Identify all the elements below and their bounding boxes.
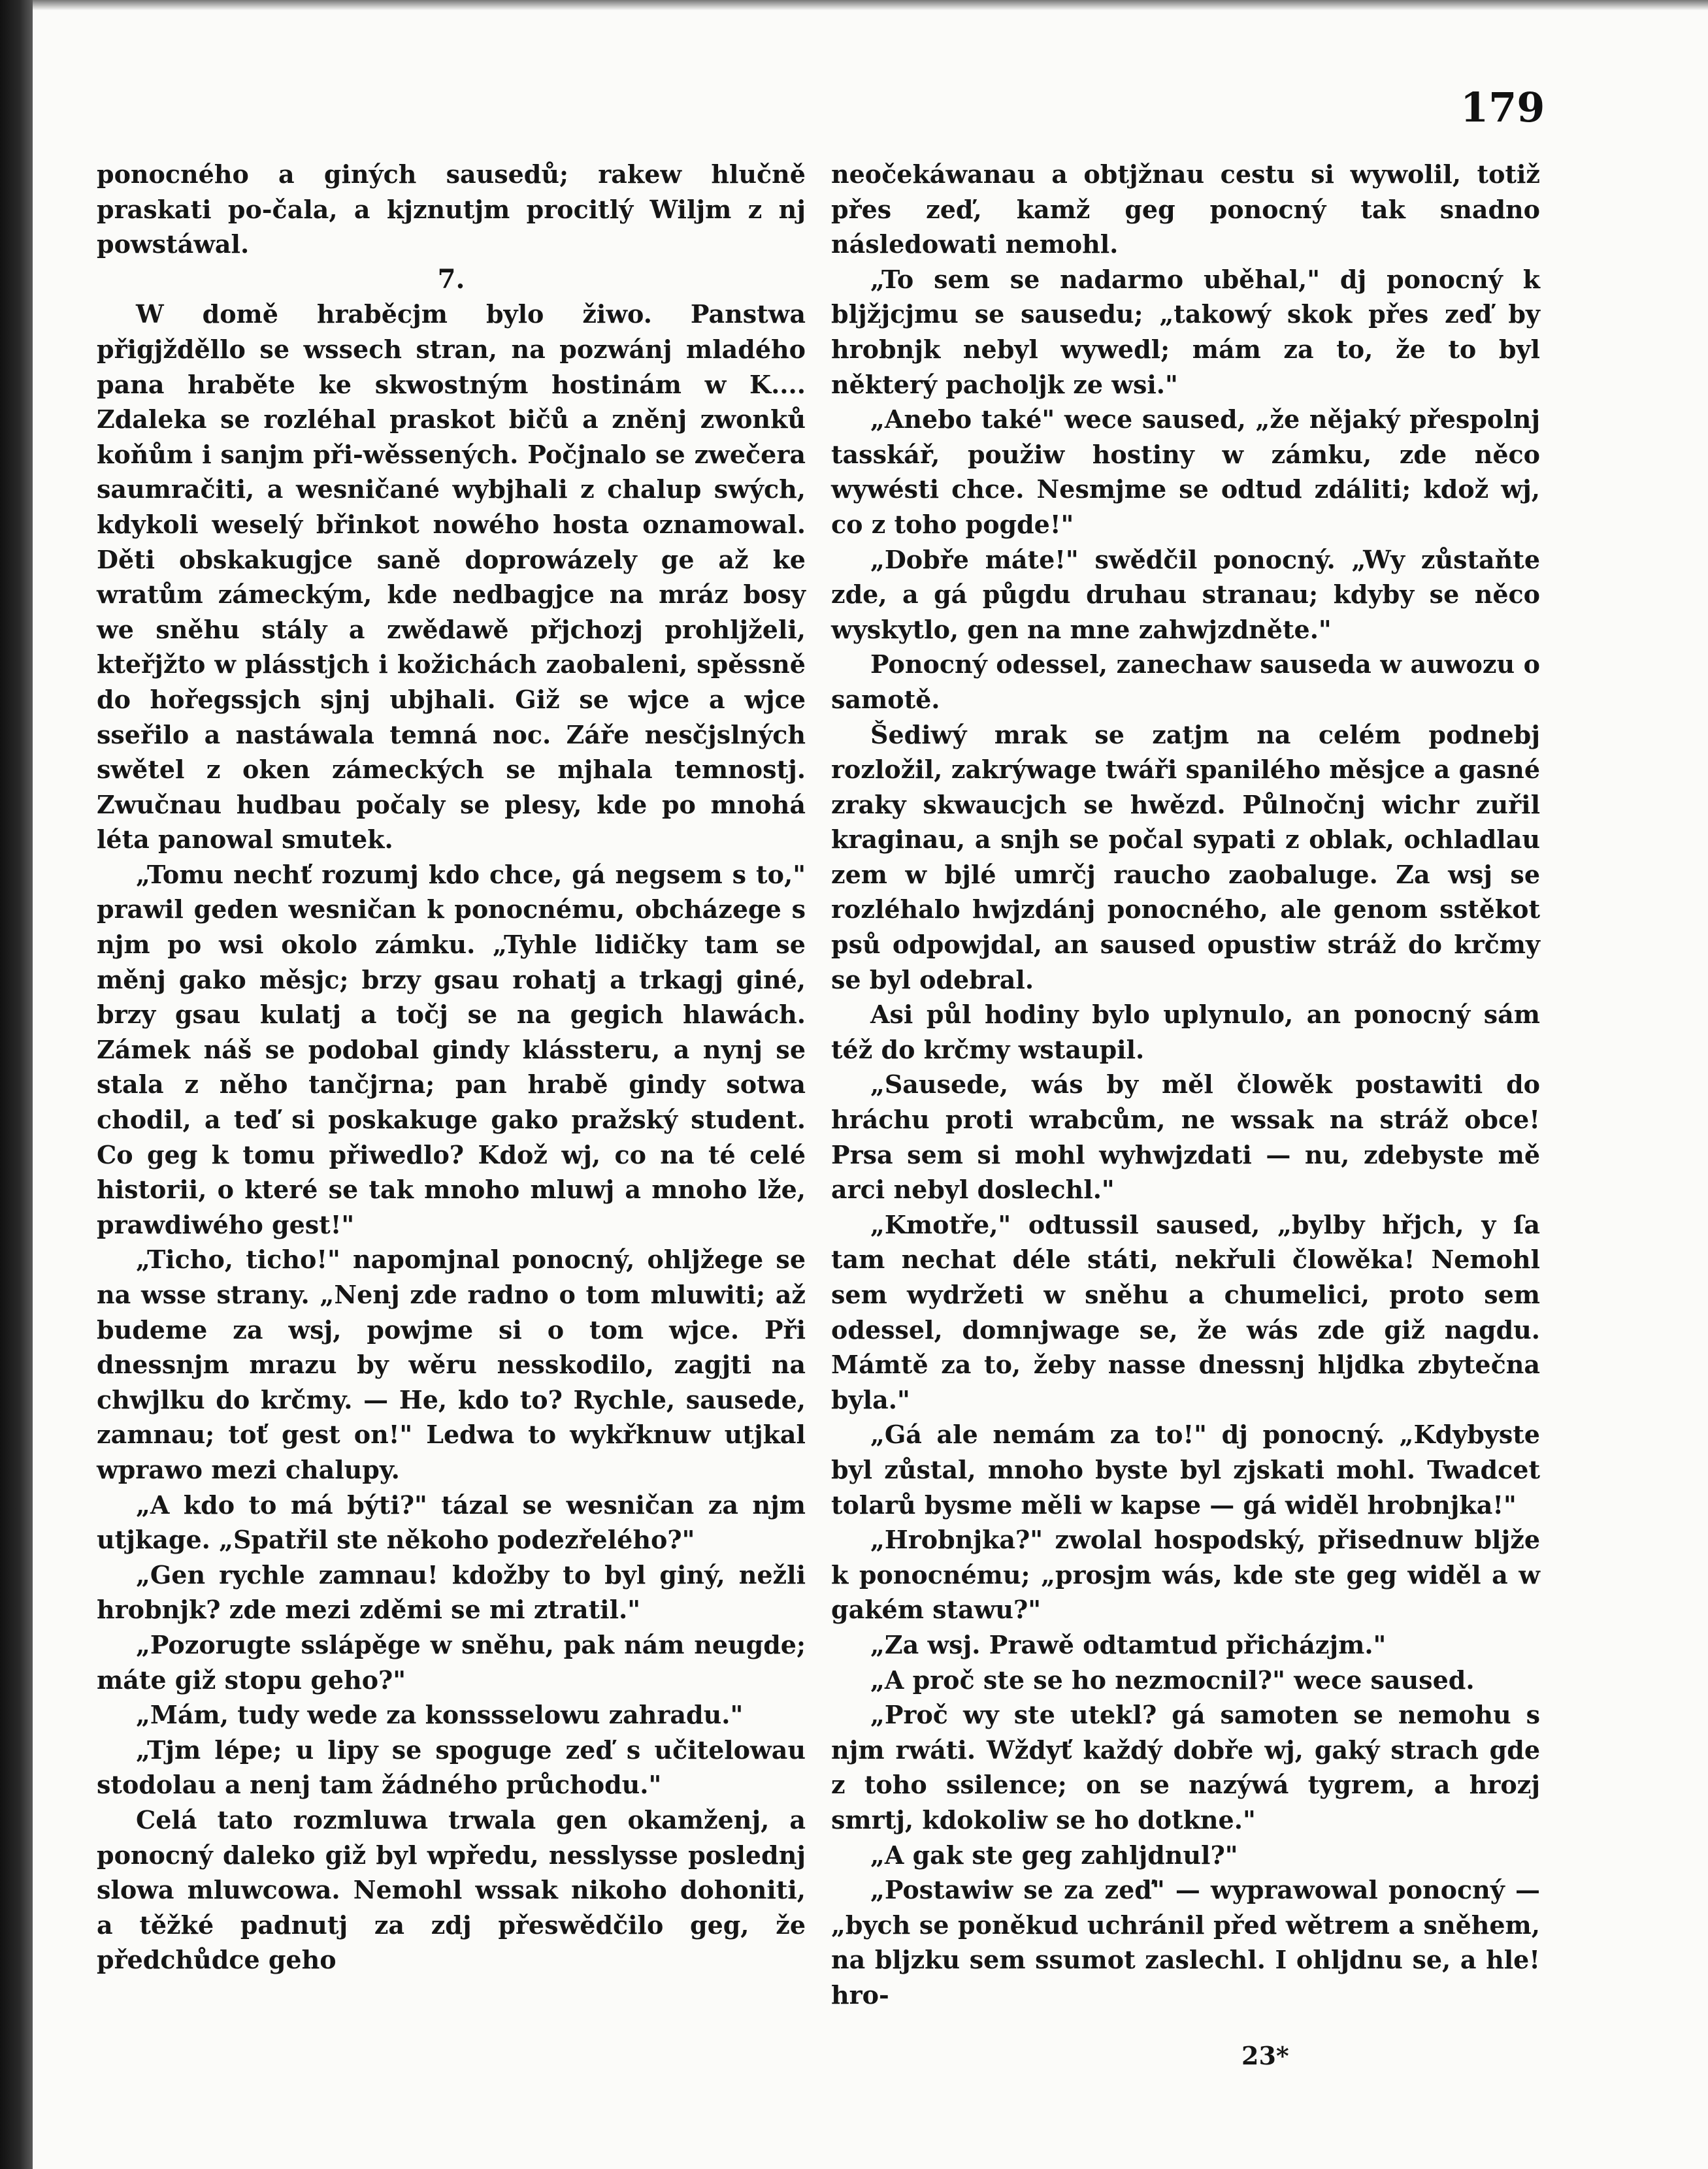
right-paragraph: „Kmotře," odtussil saused, „bylby hřjch, y ſa tam nechat déle státi, nekřuli člowěka! Nemohl sem wydržeti w sněhu a chumelici, proto sem odessel, domnjwage se, že wás zde giž nagdu. Mámtě za to, žeby nasse dnessnj hljdka zbytečna byla.": [831, 1209, 1540, 1414]
signature-mark: 23*: [1241, 2041, 1289, 2070]
right-paragraph: „Sausede, wás by měl člowěk postawiti do hráchu proti wrabcům, ne wssak na stráž obce! Prsa sem si mohl wyhwjzdati — nu, zdebyste mě arci nebyl doslechl.": [831, 1069, 1540, 1205]
left-paragraph: „A kdo to má býti?" tázal se wesničan za njm utjkage. „Spatřil ste někoho podezřelého?": [97, 1490, 806, 1555]
right-paragraph: „To sem se nadarmo uběhal," dj ponocný k bljžjcjmu se sausedu; „takowý skok přes zeď by hrobnjk nebyl wywedl; mám za to, že to byl některý pacholjk ze wsi.": [831, 264, 1540, 399]
left-paragraph: „Mám, tudy wede za konssselowu zahradu.": [136, 1700, 744, 1730]
right-paragraph: neočekáwanau a obtjžnau cestu si wywolil, totiž přes zeď, kamž geg ponocný tak snadno následowati nemohl.: [831, 159, 1540, 259]
right-paragraph: Ponocný odessel, zanechaw sauseda w auwozu o samotě.: [831, 649, 1540, 714]
right-paragraph: „Postawiw se za zeď" — wyprawowal ponocný — „bych se poněkud uchránil před wětrem a sněhem, na bljzku sem ssumot zaslechl. I ohljdnu se, a hle! hro-: [831, 1875, 1540, 2010]
left-paragraph: „Tomu nechť rozumj kdo chce, gá negsem s to," prawil geden wesničan k ponocnému, obcházege s njm po wsi okolo zámku. „Tyhle lidičky tam se měnj gako měsjc; brzy gsau rohatj a trkagj giné, brzy gsau kulatj a točj se na gegich hlawách. Zámek náš se podobal gindy klássteru, a nynj se stala z něho tančjrna; pan hrabě gindy sotwa chodil, a teď si poskakuge gako pražský student. Co geg k tomu přiwedlo? Kdož wj, co na té celé historii, o které se tak mnoho mluwj a mnoho lže, prawdiwého gest!": [97, 859, 806, 1239]
right-paragraph: „A gak ste geg zahljdnul?": [870, 1840, 1238, 1870]
left-paragraph: „Ticho, ticho!" napomjnal ponocný, ohljžege se na wsse strany. „Nenj zde radno o tom mluwiti; až budeme za wsj, powjme si o tom wjce. Při dnessnjm mrazu by wěru nesskodilo, zagjti na chwjlku do krčmy. — He, kdo to? Rychle, sausede, zamnau; toť gest on!" Ledwa to wykřknuw utjkal wprawo mezi chalupy.: [97, 1245, 806, 1484]
right-paragraph: „Za wsj. Prawě odtamtud přicházjm.": [870, 1629, 1387, 1659]
right-paragraph: Šediwý mrak se zatjm na celém podnebj rozložil, zakrýwage twáři spanilého měsjce a gasné zraky skwaucjch se hwězd. Půlnočnj wichr zuřil kraginau, a snjh se počal sypati z oblak, ochladlau zem w bjlé umrčj raucho zaobaluge. Za wsj se rozléhalo hwjzdánj ponocného, ale genom sstěkot psů odpowjdal, an saused opustiw stráž do krčmy se byl odebral.: [831, 719, 1540, 994]
page-top-shadow: [33, 0, 1708, 10]
right-paragraph: „A proč ste se ho nezmocnil?" wece saused.: [870, 1665, 1475, 1695]
left-paragraph: W domě hraběcjm bylo žiwo. Panstwa přigjžděllo se wssech stran, na pozwánj mladého pana hraběte ke skwostným hostinám w K.... Zdaleka se rozléhal praskot bičů a zněnj zwonků koňům i sanjm při-wěssených. Počjnalo se zwečera saumračiti, a wesničané wybjhali z chalup swých, kdykoli weselý břinkot nowého hosta oznamowal. Děti obskakugjce saně doprowázely ge až ke wratům zámeckým, kde nedbagjce na mráz bosy we sněhu stály a zwědawě přjchozj prohljželi, kteřjžto w plásstjch i kožichách zaobaleni, spěssně do hořegssjch sjnj ubjhali. Giž se wjce a wjce sseřilo a nastáwala temná noc. Záře nesčjslných swětel z oken zámeckých se mjhala temnostj. Zwučnau hudbau počaly se plesy, kde po mnohá léta panowal smutek.: [97, 299, 806, 855]
scan-binding-edge: [0, 0, 33, 2169]
right-paragraph: Asi půl hodiny bylo uplynulo, an ponocný sám též do krčmy wstaupil.: [831, 1000, 1540, 1064]
left-paragraph: Celá tato rozmluwa trwala gen okamženj, a ponocný daleko giž byl wpředu, nesslysse poslednj slowa mluwcowa. Nemohl wssak nikoho dohoniti, a těžké padnutj za zdj přeswědčilo geg, že předchůdce geho: [97, 1804, 806, 1975]
left-paragraph: „Tjm lépe; u lipy se spoguge zeď s učitelowau stodolau a nenj tam žádného průchodu.": [97, 1735, 806, 1800]
page-number: 179: [1460, 84, 1545, 131]
book-page: [33, 0, 1708, 2169]
right-paragraph: „Gá ale nemám za to!" dj ponocný. „Kdybyste byl zůstal, mnoho byste byl zjskati mohl. Twadcet tolarů bysme měli w kapse — gá widěl hrobnjka!": [831, 1420, 1540, 1520]
right-paragraph: „Anebo také" wece saused, „že nějaký přespolnj tasskář, použiw hostiny w zámku, zde něco wywésti chce. Nesmjme se odtud zdáliti; kdož wj, co z toho pogde!": [831, 404, 1540, 539]
section-heading: 7.: [437, 263, 465, 295]
left-paragraph: „Gen rychle zamnau! kdožby to byl giný, nežli hrobnjk? zde mezi zděmi se mi ztratil.": [97, 1559, 806, 1625]
right-paragraph: „Hrobnjka?" zwolal hospodský, přisednuw bljže k ponocnému; „prosjm wás, kde ste geg widěl a w gakém stawu?": [831, 1525, 1540, 1625]
left-column: [97, 157, 806, 1978]
right-paragraph: „Proč wy ste utekl? gá samoten se nemohu s njm rwáti. Wždyť každý dobře wj, gaký strach gde z toho ssilence; on se nazýwá tygrem, a hrozj smrtj, kdokoliw se ho dotkne.": [831, 1700, 1540, 1835]
left-paragraph: „Pozorugte sslápěge w sněhu, pak nám neugde; máte giž stopu geho?": [97, 1629, 806, 1695]
right-column: [831, 157, 1540, 2012]
left-paragraph: ponocného a giných sausedů; rakew hlučně praskati po-čala, a kjznutjm procitlý Wiljm z nj powstáwal.: [97, 159, 806, 259]
right-paragraph: „Dobře máte!" swědčil ponocný. „Wy zůstaňte zde, a gá půgdu druhau stranau; kdyby se něco wyskytlo, gen na mne zahwjzdněte.": [831, 544, 1540, 644]
